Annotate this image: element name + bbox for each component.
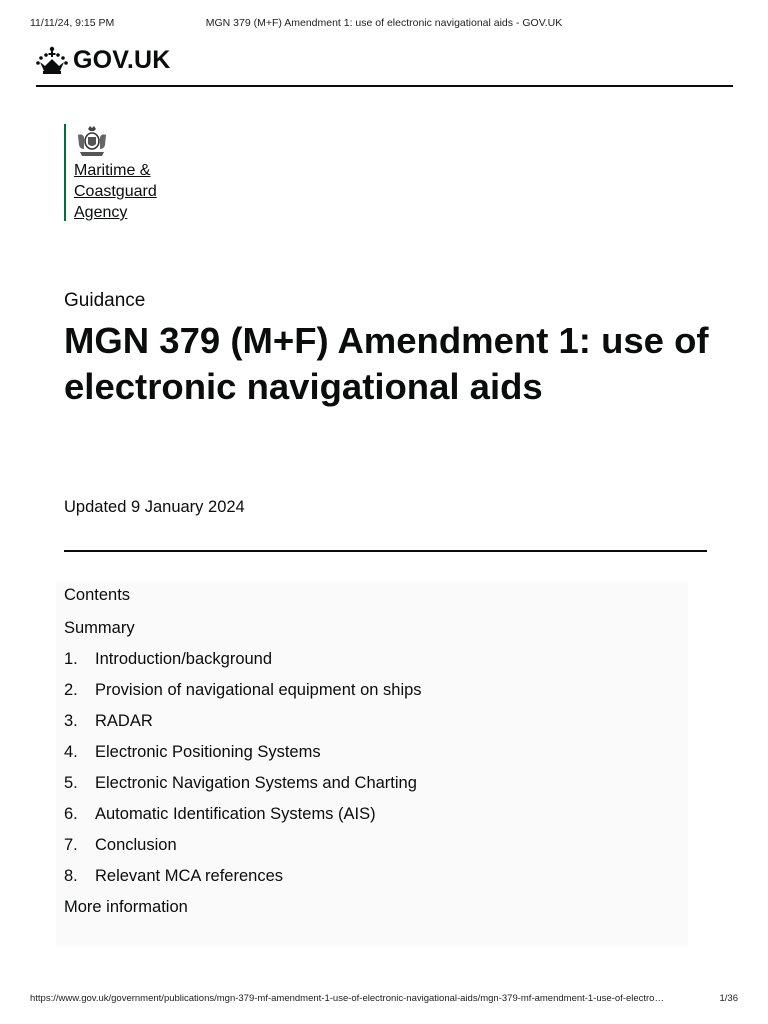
contents-item-ais[interactable] [64, 803, 422, 834]
contents-item-number: 3. [64, 712, 78, 730]
contents-item-label: Relevant MCA references [95, 867, 284, 885]
contents-item-label: Electronic Positioning Systems [95, 743, 321, 761]
contents-item-number: 7. [64, 836, 78, 854]
contents-heading: Contents [64, 586, 131, 604]
print-header [30, 17, 738, 33]
contents-item-conclusion[interactable] [64, 834, 422, 865]
contents-item-number: 4. [64, 743, 78, 761]
crown-icon [35, 45, 69, 75]
contents-item-positioning[interactable] [64, 741, 422, 772]
print-datetime: 11/11/24, 9:15 PM [30, 17, 115, 29]
contents-item-radar[interactable] [64, 710, 422, 741]
contents-item-number: 8. [64, 867, 78, 885]
print-footer [30, 993, 738, 1007]
contents-item-label: Automatic Identification Systems (AIS) [95, 805, 376, 823]
contents-item-provision[interactable] [64, 679, 422, 710]
contents-item-label: Provision of navigational equipment on ships [95, 681, 422, 699]
contents-item-number: 5. [64, 774, 78, 792]
contents-item-label: Conclusion [95, 836, 177, 854]
govuk-home-link[interactable] [35, 42, 171, 78]
contents-item-number: 6. [64, 805, 78, 823]
contents-item-more-information[interactable] [64, 896, 422, 927]
contents-item-label: Electronic Navigation Systems and Charting [95, 774, 417, 792]
contents-item-introduction[interactable] [64, 648, 422, 679]
contents-item-number: 1. [64, 650, 78, 668]
page-title: MGN 379 (M+F) Amendment 1: use of electronic navigational aids [64, 320, 709, 407]
print-url: https://www.gov.uk/government/publications/mgn-379-mf-amendment-1-use-of-electronic-navigational-aids/mgn-379-mf-amendment-1-use-of-electro… [30, 993, 664, 1004]
contents-list [64, 617, 422, 927]
organisation-name-line: Coastguard [74, 183, 157, 200]
organisation-logo-link[interactable] [64, 124, 184, 221]
title-divider [64, 550, 707, 552]
contents-item-label: More information [64, 898, 188, 916]
contents-item-label: RADAR [95, 712, 153, 730]
header-divider [36, 85, 733, 87]
contents-item-summary[interactable] [64, 617, 422, 648]
contents-item-number: 2. [64, 681, 78, 699]
contents-item-label: Summary [64, 619, 135, 637]
organisation-name-line: Agency [74, 204, 128, 221]
contents-item-navigation-charting[interactable] [64, 772, 422, 803]
organisation-name [74, 160, 184, 223]
print-page-title: MGN 379 (M+F) Amendment 1: use of electronic navigational aids - GOV.UK [205, 17, 563, 29]
page-indicator: 1/36 [719, 993, 738, 1004]
contents-item-label: Introduction/background [95, 650, 273, 668]
govuk-logotype: GOV.UK [73, 45, 171, 74]
updated-date: Updated 9 January 2024 [64, 498, 245, 516]
royal-crest-icon [74, 125, 110, 158]
contents-item-references[interactable] [64, 865, 422, 896]
document-type-caption: Guidance [64, 290, 146, 311]
organisation-name-line: Maritime & [74, 162, 151, 179]
